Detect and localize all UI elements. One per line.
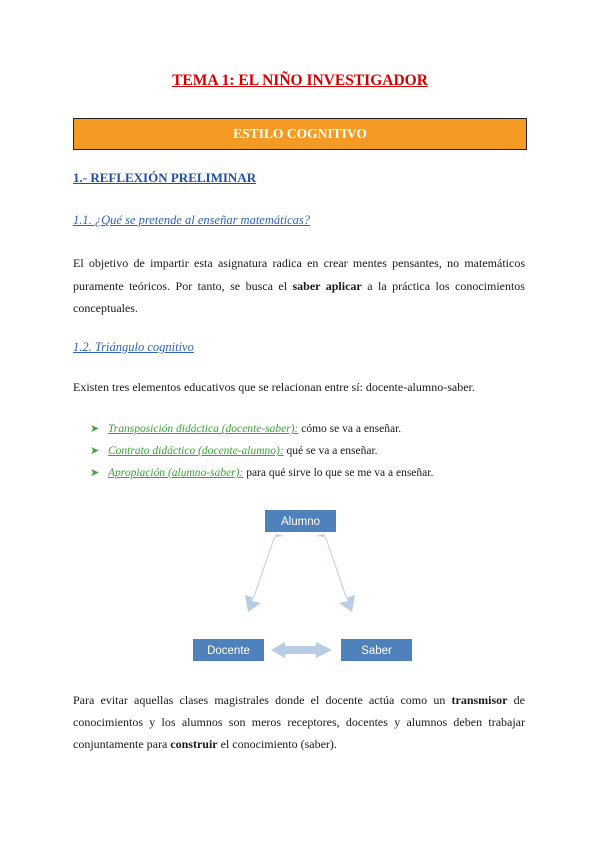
paragraph-conclusion-bold-1: transmisor <box>451 693 508 707</box>
node-docente <box>193 639 264 661</box>
subsection-heading-1: 1.1. ¿Qué se pretende al enseñar matemáticas? <box>73 213 310 227</box>
node-saber-label: Saber <box>361 645 392 657</box>
bullet-label: Transposición didáctica (docente-saber): <box>108 423 299 435</box>
paragraph-objective-text-1: El objetivo de impartir esta asignatura radica en crear mentes pensantes, no matemáticos puramente teóricos. Por tanto, se busca el <box>73 256 525 293</box>
arrow-bullet-icon: ➤ <box>90 467 100 479</box>
paragraph-conclusion <box>73 689 525 755</box>
subsection-heading-2: 1.2. Triángulo cognitivo <box>73 340 194 354</box>
arrow-alumno-docente <box>245 534 284 612</box>
section-banner: ESTILO COGNITIVO <box>73 118 527 150</box>
arrow-bullet-icon: ➤ <box>90 445 100 457</box>
bullet-label: Contrato didáctico (docente-alumno): <box>108 445 284 457</box>
node-alumno-label: Alumno <box>281 516 320 528</box>
paragraph-conclusion-text-2: de conocimientos y los alumnos son meros receptores, docentes y alumnos deben trabajar conjuntamente para <box>73 693 526 751</box>
node-saber <box>341 639 412 661</box>
paragraph-elements: Existen tres elementos educativos que se relacionan entre sí: docente-alumno-saber. <box>73 380 475 394</box>
bullet-text: para qué sirve lo que se me va a enseñar. <box>243 467 434 479</box>
section-heading: 1.- REFLEXIÓN PRELIMINAR <box>73 170 257 185</box>
paragraph-conclusion-text-3: el conocimiento (saber). <box>217 737 337 751</box>
bullet-label: Apropiación (alumno-saber): <box>108 467 244 479</box>
paragraph-conclusion-text-1: Para evitar aquellas clases magistrales donde el docente actúa como un <box>73 693 452 707</box>
arrow-bullet-icon: ➤ <box>90 423 100 435</box>
node-docente-label: Docente <box>207 645 250 657</box>
bullet-text: cómo se va a enseñar. <box>298 423 402 435</box>
paragraph-objective-bold: saber aplicar <box>292 278 362 293</box>
page-title-text: TEMA 1: EL NIÑO INVESTIGADOR <box>172 72 428 89</box>
paragraph-conclusion-bold-2: construir <box>170 737 218 751</box>
paragraph-objective-text-2: a la práctica los conocimientos conceptuales. <box>73 278 525 315</box>
node-alumno <box>265 510 336 532</box>
arrow-docente-saber <box>271 642 332 658</box>
bullet-text: qué se va a enseñar. <box>283 445 378 457</box>
arrow-alumno-saber <box>316 534 355 612</box>
